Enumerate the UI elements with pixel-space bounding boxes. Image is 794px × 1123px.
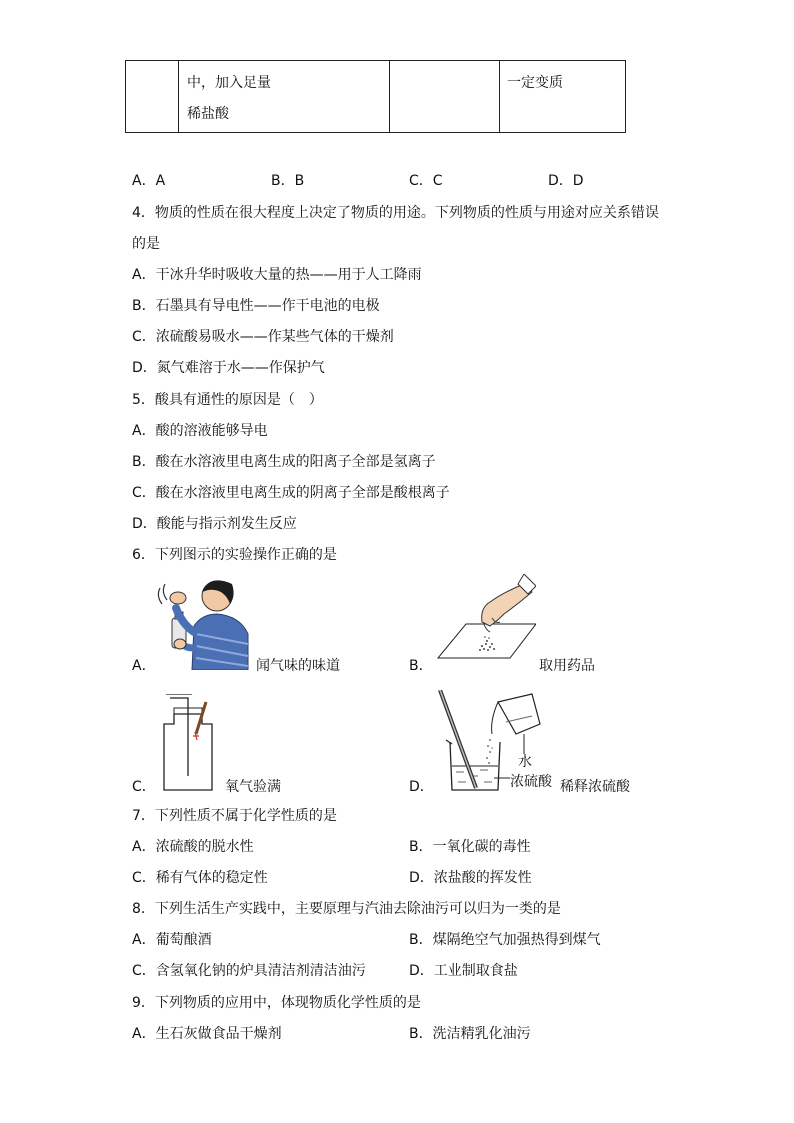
q5-option-c: C．酸在水溶液里电离生成的阴离子全部是酸根离子 — [132, 485, 450, 501]
q8-option-d: D．工业制取食盐 — [409, 963, 518, 979]
q6-stem: 6．下列图示的实验操作正确的是 — [132, 547, 337, 563]
q8-stem: 8．下列生活生产实践中，主要原理与汽油去除油污可以归为一类的是 — [132, 901, 561, 917]
q4-stem-cont: 的是 — [132, 236, 160, 252]
q6-option-a-caption: 闻气味的味道 — [256, 658, 340, 674]
question-3-table-fragment — [125, 60, 626, 133]
q9-option-b: B．洗洁精乳化油污 — [409, 1026, 531, 1042]
q5-option-d: D．酸能与指示剂发生反应 — [132, 516, 297, 532]
q9-option-a: A．生石灰做食品干燥剂 — [132, 1026, 282, 1042]
hand-taking-powder-figure — [432, 574, 536, 660]
table-cell-text: 稀盐酸 — [187, 106, 229, 122]
q6-option-c-letter: C． — [132, 779, 156, 795]
table-cell-text: 一定变质 — [507, 75, 563, 91]
oxygen-bottle-splint-figure — [160, 694, 220, 794]
q6-option-a-letter: A． — [132, 658, 156, 674]
table-divider — [178, 61, 179, 132]
q7-stem: 7．下列性质不属于化学性质的是 — [132, 808, 337, 824]
q9-stem: 9．下列物质的应用中，体现物质化学性质的是 — [132, 995, 421, 1011]
q8-option-a: A．葡萄酿酒 — [132, 932, 212, 948]
q3-option-c: C．C — [409, 173, 443, 189]
q8-option-c: C．含氢氧化钠的炉具清洁剂清洁油污 — [132, 963, 366, 979]
q7-option-c: C．稀有气体的稳定性 — [132, 870, 268, 886]
q7-option-b: B．一氧化碳的毒性 — [409, 839, 531, 855]
smelling-person-figure — [152, 574, 252, 670]
q3-option-d: D．D — [548, 173, 584, 189]
q4-option-d: D．氮气难溶于水——作保护气 — [132, 360, 325, 376]
q5-stem: 5．酸具有通性的原因是（ ） — [132, 392, 323, 408]
q3-option-a: A．A — [132, 173, 166, 189]
q6-option-d-caption: 稀释浓硫酸 — [560, 779, 630, 795]
table-cell-text: 中，加入足量 — [187, 75, 271, 91]
q6-option-d-letter: D． — [409, 779, 434, 795]
q6-option-d-water-label: 水 — [518, 754, 532, 770]
q3-option-b: B．B — [271, 173, 305, 189]
q7-option-a: A．浓硫酸的脱水性 — [132, 839, 254, 855]
q7-option-d: D．浓盐酸的挥发性 — [409, 870, 532, 886]
q8-option-b: B．煤隔绝空气加强热得到煤气 — [409, 932, 601, 948]
q6-option-c-caption: 氧气验满 — [225, 779, 281, 795]
table-divider — [499, 61, 500, 132]
q6-option-b-caption: 取用药品 — [539, 658, 595, 674]
q5-option-a: A．酸的溶液能够导电 — [132, 423, 268, 439]
q4-option-b: B．石墨具有导电性——作干电池的电极 — [132, 298, 380, 314]
q4-option-a: A．干冰升华时吸收大量的热——用于人工降雨 — [132, 267, 422, 283]
table-divider — [389, 61, 390, 132]
q4-stem: 4．物质的性质在很大程度上决定了物质的用途。下列物质的性质与用途对应关系错误 — [132, 205, 659, 221]
q6-option-b-letter: B． — [409, 658, 433, 674]
q6-option-d-acid-label: 浓硫酸 — [510, 774, 552, 790]
q5-option-b: B．酸在水溶液里电离生成的阳离子全部是氢离子 — [132, 454, 436, 470]
q4-option-c: C．浓硫酸易吸水——作某些气体的干燥剂 — [132, 329, 394, 345]
